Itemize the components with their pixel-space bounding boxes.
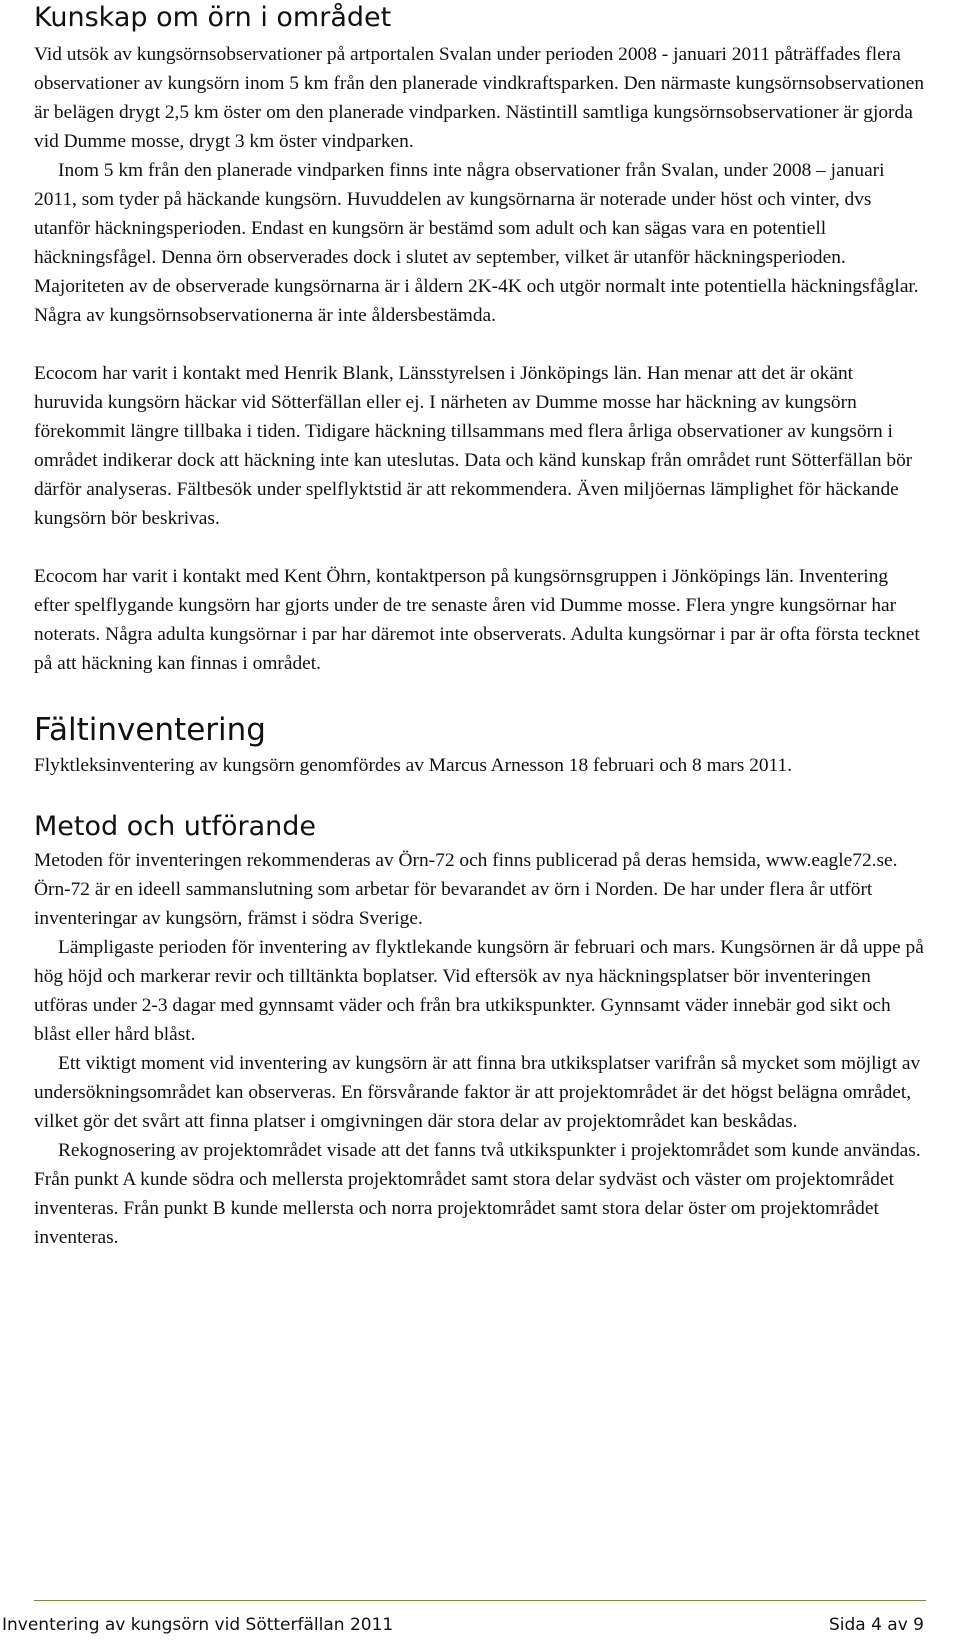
footer-document-title: Inventering av kungsörn vid Sötterfällan 2011	[2, 1615, 394, 1635]
paragraph-survey-period: Lämpligaste perioden för inventering av flyktlekande kungsörn är februari och mars. Kungsörnen är då uppe på hög höjd och markerar revir och tilltänkta boplatser. Vid eftersök av nya häckningsplatser bör inventeringen utföras under 2-3 dagar med gynnsamt väder och från bra utkikspunkter. Gynnsamt väder innebär god sikt och blåst eller hård blåst.	[34, 937, 924, 1045]
paragraph-lookout-points: Ett viktigt moment vid inventering av kungsörn är att finna bra utkiksplatser varifrån så mycket som möjligt av undersökningsområdet kan observeras. En försvårande faktor är att projektområdet är det högst belägna området, vilket gör det svårt att finna platser i omgivningen där stora delar av projektområdet kan beskådas.	[34, 1053, 921, 1132]
paragraph-method-orn72: Metoden för inventeringen rekommenderas av Örn-72 och finns publicerad på deras hemsida, www.eagle72.se. Örn-72 är en ideell sammanslutning som arbetar för bevarandet av örn i Norden. De har under flera år utfört inventeringar av kungsörn, främst i södra Sverige.	[34, 850, 898, 929]
heading-kunskap-om-orn: Kunskap om örn i området	[34, 2, 392, 33]
footer-page-number: Sida 4 av 9	[828, 1615, 924, 1635]
heading-faltinventering: Fältinventering	[34, 712, 266, 748]
paragraph-svalan-observations: Vid utsök av kungsörnsobservationer på artportalen Svalan under perioden 2008 - januari 2011 påträffades flera observationer av kungsörn inom 5 km från den planerade vindkraftsparken. Den närmaste kungsörnsobservationen är belägen drygt 2,5 km öster om den planerade vindparken. Nästintill samtliga kungsörnsobservationer är gjorda vid Dumme mosse, drygt 3 km öster vindparken.	[34, 44, 925, 152]
paragraph-contact-kent-ohrn: Ecocom har varit i kontakt med Kent Öhrn, kontaktperson på kungsörnsgruppen i Jönköpings län. Inventering efter spelflygande kungsörn har gjorts under de tre senaste åren vid Dumme mosse. Flera yngre kungsörnar har noterats. Några adulta kungsörnar i par har däremot inte observerats. Adulta kungsörnar i par är ofta första tecknet på att häckning kan finnas i området.	[34, 566, 920, 674]
paragraph-reconnaissance: Rekognosering av projektområdet visade att det fanns två utkikspunkter i projektområdet som kunde användas. Från punkt A kunde södra och mellersta projektområdet samt stora delar sydväst och väster om projektområdet inventeras. Från punkt B kunde mellersta och norra projektområdet samt stora delar öster om projektområdet inventeras.	[34, 1140, 921, 1248]
heading-metod-och-utforande: Metod och utförande	[34, 811, 317, 842]
footer-divider	[34, 1600, 926, 1601]
paragraph-contact-henrik-blank: Ecocom har varit i kontakt med Henrik Blank, Länsstyrelsen i Jönköpings län. Han menar att det är okänt huruvida kungsörn häckar vid Sötterfällan eller ej. I närheten av Dumme mosse har häckning av kungsörn förekommit längre tillbaka i tiden. Tidigare häckning tillsammans med flera årliga observationer av kungsörn i området indikerar dock att häckning inte kan uteslutas. Data och känd kunskap från området runt Sötterfällan bör därför analyseras. Fältbesök under spelflyktstid är att rekommendera. Även miljöernas lämplighet för häckande kungsörn bör beskrivas.	[34, 363, 913, 529]
paragraph-no-breeding-evidence: Inom 5 km från den planerade vindparken finns inte några observationer från Svalan, under 2008 – januari 2011, som tyder på häckande kungsörn. Huvuddelen av kungsörnarna är noterade under höst och vinter, dvs utanför häckningsperioden. Endast en kungsörn är bestämd som adult och kan sägas vara en potentiell häckningsfågel. Denna örn observerades dock i slutet av september, vilket är utanför häckningsperioden. Majoriteten av de observerade kungsörnarna är i åldern 2K-4K och utgör normalt inte potentiella häckningsfåglar. Några av kungsörnsobservationerna är inte åldersbestämda.	[34, 160, 919, 326]
paragraph-field-survey-dates: Flyktleksinventering av kungsörn genomfördes av Marcus Arnesson 18 februari och 8 mars 2011.	[34, 755, 793, 776]
document-page	[34, 0, 926, 1252]
